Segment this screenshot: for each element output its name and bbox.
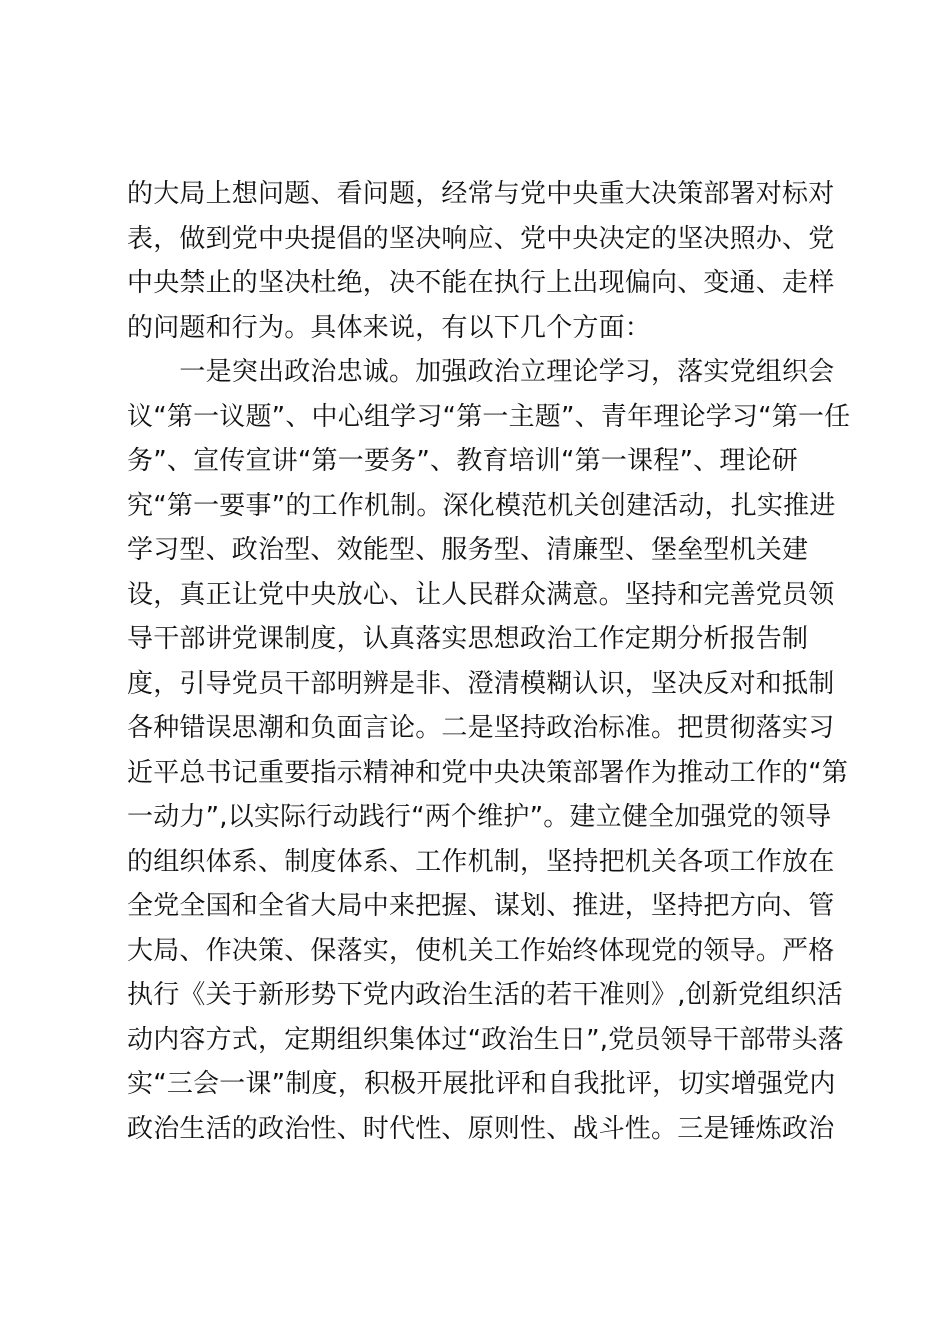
text-line: 的组织体系、制度体系、工作机制，坚持把机关各项工作放在 — [127, 846, 835, 877]
text-line: 务”、宣传宣讲“第一要务”、教育培训“第一课程”、理论研 — [127, 446, 798, 476]
text-line: 议“第一议题”、中心组学习“第一主题”、青年理论学习“第一任 — [127, 401, 851, 432]
text-line: 究“第一要事”的工作机制。深化模范机关创建活动，扎实推进 — [127, 490, 836, 521]
text-line: 设，真正让党中央放心、让人民群众满意。坚持和完善党员领 — [127, 579, 835, 610]
body-text — [127, 172, 851, 1151]
text-line: 大局、作决策、保落实，使机关工作始终体现党的领导。严格 — [127, 935, 835, 966]
text-line: 学习型、政治型、效能型、服务型、清廉型、堡垒型机关建 — [127, 535, 809, 565]
text-line: 一是突出政治忠诚。加强政治立理论学习，落实党组织会 — [127, 357, 835, 387]
text-line: 度，引导党员干部明辨是非、澄清模糊认识，坚决反对和抵制 — [127, 668, 835, 699]
text-line: 实“三会一课”制度，积极开展批评和自我批评，切实增强党内 — [127, 1069, 836, 1099]
text-line: 一动力”,以实际行动践行“两个维护”。建立健全加强党的领导 — [127, 802, 832, 832]
text-line: 中央禁止的坚决杜绝，决不能在执行上出现偏向、变通、走样 — [127, 268, 835, 298]
text-line: 全党全国和全省大局中来把握、谋划、推进，坚持把方向、管 — [127, 891, 835, 921]
text-line: 近平总书记重要指示精神和党中央决策部署作为推动工作的“第 — [127, 757, 849, 788]
text-line: 的大局上想问题、看问题，经常与党中央重大决策部署对标对 — [127, 179, 835, 209]
text-line: 表，做到党中央提倡的坚决响应、党中央决定的坚决照办、党 — [127, 223, 835, 254]
text-line: 各种错误思潮和负面言论。二是坚持政治标准。把贯彻落实习 — [127, 713, 835, 743]
text-line: 执行《关于新形势下党内政治生活的若干准则》,创新党组织活 — [127, 980, 843, 1010]
text-line: 动内容方式，定期组织集体过“政治生日”,党员领导干部带头落 — [127, 1024, 845, 1055]
text-line: 的问题和行为。具体来说，有以下几个方面： — [127, 312, 652, 343]
text-line: 导干部讲党课制度，认真落实思想政治工作定期分析报告制 — [127, 624, 809, 654]
text-line: 政治生活的政治性、时代性、原则性、战斗性。三是锤炼政治 — [127, 1113, 835, 1144]
